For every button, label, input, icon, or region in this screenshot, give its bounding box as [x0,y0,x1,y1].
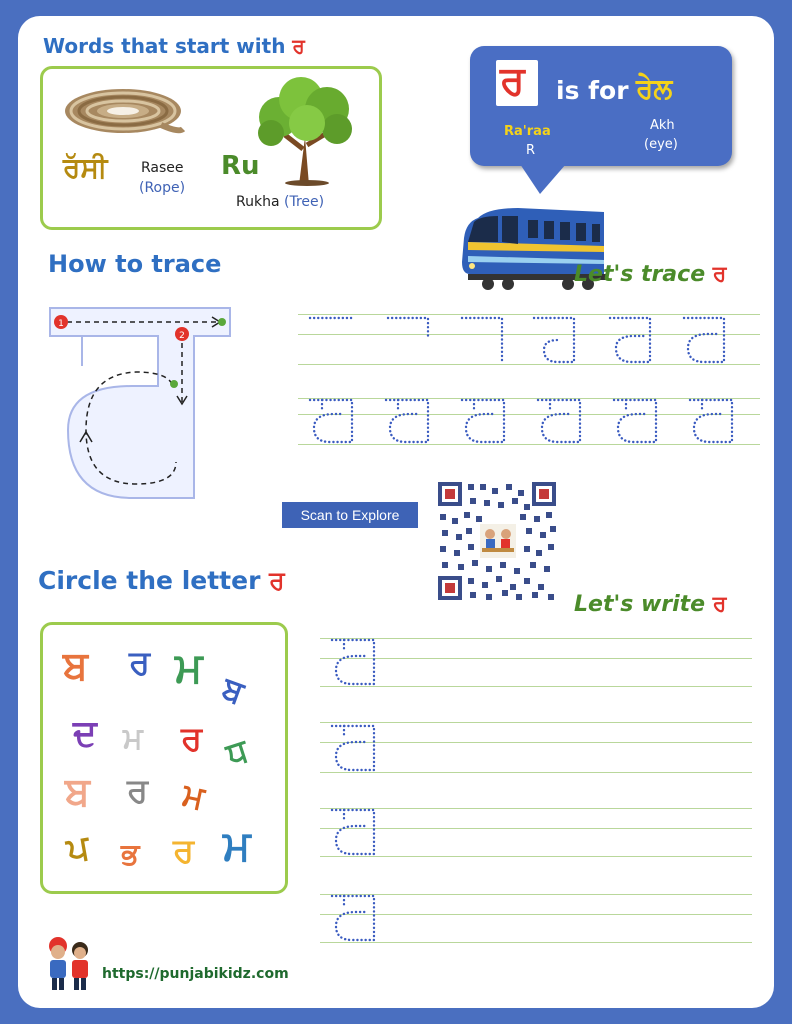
bubble-roman: R [526,143,536,158]
word-tree-translit: Rukha [236,194,280,210]
lets-write-letter: ਰ [712,592,727,617]
word-rope-gurmukhi: ਰੱਸੀ [63,151,108,184]
word-tree-caption [236,194,324,210]
circle-letter-13[interactable]: ਭ [121,837,140,872]
trace-progress-row [304,312,764,368]
bubble-is-for: is for [556,76,629,105]
trace-full-row [304,394,764,450]
write-line [320,808,752,809]
lets-trace-text: Let's trace [574,262,706,287]
tree-image [249,75,359,187]
write-line [320,658,752,659]
write-line [320,772,752,773]
circle-letter-7[interactable]: ਰ [181,719,203,759]
footer-url-link[interactable]: https://punjabikidz.com [102,966,289,982]
write-dotted-samples [324,634,384,950]
bubble-akh-meaning: (eye) [644,137,678,152]
write-line [320,722,752,723]
word-rope-english: (Rope) [139,180,186,196]
write-line [320,856,752,857]
circle-letter-9[interactable]: ਬ [65,769,90,815]
worksheet-page [18,16,774,1008]
circle-letter-4[interactable]: ਬ [217,668,250,712]
circle-letter-8[interactable]: ਧ [221,730,253,774]
lets-write-heading [574,592,726,617]
how-to-trace-heading: How to trace [48,250,222,278]
circle-heading-letter: ਰ [269,566,285,595]
circle-letter-11[interactable]: ਮ [179,775,208,817]
bubble-tail [520,164,566,194]
write-line [320,828,752,829]
letter-bubble [470,46,732,166]
write-line [320,894,752,895]
word-tree-english: (Tree) [283,194,325,210]
circle-letter-3[interactable]: ਮ [175,643,203,692]
rope-image [61,81,189,141]
bubble-letter: ਰ [500,58,525,104]
lets-trace-letter: ਰ [712,262,727,287]
word-rope-translit: Rasee [141,160,184,176]
circle-letter-14[interactable]: ਰ [173,831,195,871]
step-1-marker: 1 [58,319,64,329]
qr-code[interactable] [436,480,558,602]
write-line [320,638,752,639]
circle-heading [38,566,285,596]
circle-heading-text: Circle the letter [38,566,261,595]
stroke-guide [46,302,234,512]
words-heading [43,34,305,58]
write-line [320,686,752,687]
lets-write-text: Let's write [574,592,706,617]
circle-letter-6[interactable]: ਮ [123,721,143,756]
scan-to-explore-button[interactable]: Scan to Explore [282,502,418,528]
circle-letter-15[interactable]: ਮ [223,821,251,870]
word-tree-partial: Ru [221,151,260,181]
circle-letter-12[interactable]: ਪ [63,827,93,871]
circle-letter-2[interactable]: ਰ [129,643,151,683]
circle-letter-10[interactable]: ਰ [127,771,149,811]
words-box [40,66,382,230]
bubble-akh-label: Akh [650,118,675,133]
words-heading-text: Words that start with [43,34,286,58]
bubble-name-label: Ra'raa [504,124,551,139]
write-line [320,942,752,943]
step-2-marker: 2 [179,331,185,341]
words-heading-letter: ਰ [292,34,305,58]
circle-letter-box [40,622,288,894]
circle-letter-5[interactable]: ਦ [73,713,97,754]
write-line [320,914,752,915]
lets-trace-heading [574,262,726,287]
circle-letter-1[interactable]: ਬ [63,643,88,689]
bubble-word: ਰੇਲ [636,72,673,105]
write-line [320,742,752,743]
kids-logo-image [40,932,98,992]
